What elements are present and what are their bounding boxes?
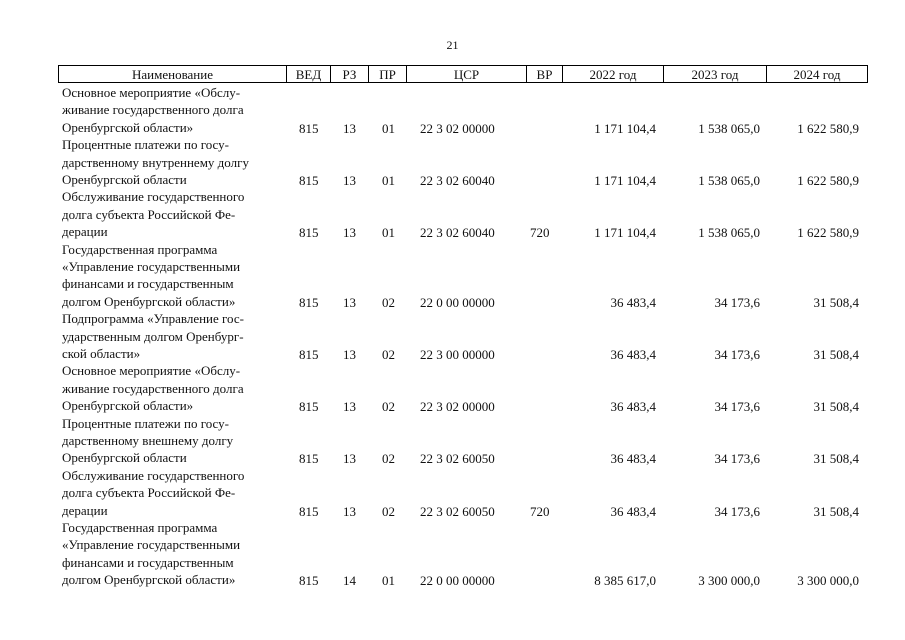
row-rz: 13	[343, 346, 356, 362]
row-pr: 01	[382, 172, 395, 188]
row-2024: 31 508,4	[813, 399, 859, 415]
row-2024: 31 508,4	[813, 451, 859, 467]
row-name	[62, 519, 284, 589]
row-name-line: живание государственного долга	[62, 380, 244, 396]
table-row	[0, 241, 905, 311]
row-ved: 815	[299, 451, 319, 467]
row-pr: 02	[382, 399, 395, 415]
row-name	[62, 467, 284, 519]
row-name-line: финансами и государственным	[62, 276, 234, 292]
row-csr: 22 0 00 00000	[420, 573, 495, 589]
row-name-line: Оренбургской области	[62, 450, 187, 466]
header-csr: ЦСР	[407, 66, 527, 82]
row-name-line: долга субъекта Российской Фе-	[62, 206, 236, 222]
row-csr: 22 3 02 00000	[420, 399, 495, 415]
row-2024: 1 622 580,9	[797, 120, 859, 136]
row-vr: 720	[530, 225, 550, 241]
row-2024: 31 508,4	[813, 346, 859, 362]
row-csr: 22 3 02 60050	[420, 503, 495, 519]
header-2023: 2023 год	[664, 66, 767, 82]
row-ved: 815	[299, 294, 319, 310]
table-row	[0, 310, 905, 362]
row-name-line: Основное мероприятие «Обслу-	[62, 363, 241, 379]
row-name-line: дарственному внутреннему долгу	[62, 154, 249, 170]
row-2023: 34 173,6	[714, 294, 760, 310]
row-name-line: Процентные платежи по госу-	[62, 415, 229, 431]
row-2024: 31 508,4	[813, 503, 859, 519]
row-rz: 13	[343, 225, 356, 241]
row-csr: 22 3 00 00000	[420, 346, 495, 362]
table-row	[0, 84, 905, 136]
row-2024: 1 622 580,9	[797, 225, 859, 241]
table-row	[0, 362, 905, 414]
table-row	[0, 519, 905, 589]
row-rz: 13	[343, 399, 356, 415]
row-name	[62, 310, 284, 362]
header-2024: 2024 год	[793, 67, 841, 82]
row-csr: 22 3 02 60040	[420, 172, 495, 188]
row-2022: 1 171 104,4	[594, 120, 656, 136]
header-rz: РЗ	[331, 66, 369, 82]
row-rz: 13	[343, 172, 356, 188]
row-2022: 1 171 104,4	[594, 225, 656, 241]
row-name-line: Оренбургской области»	[62, 398, 194, 414]
row-2023: 34 173,6	[714, 346, 760, 362]
row-rz: 13	[343, 451, 356, 467]
row-name	[62, 136, 284, 188]
row-name-line: «Управление государственными	[62, 259, 241, 274]
header-vr: ВР	[527, 66, 563, 82]
row-pr: 02	[382, 451, 395, 467]
row-name-line: Обслуживание государственного	[62, 189, 245, 205]
table-header	[58, 65, 868, 83]
row-pr: 01	[382, 120, 395, 136]
row-2024: 1 622 580,9	[797, 172, 859, 188]
row-2022: 36 483,4	[610, 451, 656, 467]
row-name	[62, 84, 284, 136]
row-2022: 8 385 617,0	[594, 573, 656, 589]
row-pr: 02	[382, 346, 395, 362]
row-ved: 815	[299, 399, 319, 415]
row-csr: 22 3 02 00000	[420, 120, 495, 136]
row-2022: 36 483,4	[610, 399, 656, 415]
row-ved: 815	[299, 346, 319, 362]
row-name-line: долгом Оренбургской области»	[62, 572, 236, 588]
header-ved: ВЕД	[287, 66, 331, 82]
row-rz: 13	[343, 503, 356, 519]
row-ved: 815	[299, 503, 319, 519]
row-name-line: Оренбургской области	[62, 172, 187, 187]
row-name-line: Подпрограмма «Управление гос-	[62, 311, 244, 327]
row-name-line: Обслуживание государственного	[62, 467, 245, 483]
row-ved: 815	[299, 573, 319, 589]
row-name-line: «Управление государственными	[62, 537, 241, 553]
row-ved: 815	[299, 120, 319, 136]
row-2023: 1 538 065,0	[698, 120, 760, 136]
row-name	[62, 241, 284, 311]
row-name-line: долгом Оренбургской области»	[62, 293, 236, 309]
row-name-line: дарственному внешнему долгу	[62, 433, 234, 448]
row-name-line: ударственным долгом Оренбург-	[62, 328, 244, 344]
row-2022: 1 171 104,4	[594, 172, 656, 188]
row-2022: 36 483,4	[610, 503, 656, 519]
header-pr: ПР	[369, 66, 407, 82]
row-ved: 815	[299, 172, 319, 188]
row-2023: 3 300 000,0	[698, 573, 760, 589]
row-2023: 1 538 065,0	[698, 172, 760, 188]
table-row	[0, 415, 905, 467]
row-rz: 14	[343, 573, 356, 589]
row-rz: 13	[343, 120, 356, 136]
row-pr: 02	[382, 294, 395, 310]
table-row	[0, 467, 905, 519]
row-name-line: долга субъекта Российской Фе-	[62, 485, 236, 501]
row-2023: 34 173,6	[714, 399, 760, 415]
row-name-line: финансами и государственным	[62, 554, 234, 570]
row-vr: 720	[530, 503, 550, 519]
row-pr: 01	[382, 573, 395, 589]
row-csr: 22 3 02 60050	[420, 451, 495, 467]
header-name: Наименование	[59, 66, 287, 82]
row-name-line: Основное мероприятие «Обслу-	[62, 85, 241, 100]
row-name-line: дерации	[62, 502, 108, 518]
row-2023: 1 538 065,0	[698, 225, 760, 241]
row-name-line: Процентные платежи по госу-	[62, 137, 229, 153]
row-ved: 815	[299, 225, 319, 241]
table-row	[0, 188, 905, 240]
row-csr: 22 3 02 60040	[420, 225, 495, 241]
table-row	[0, 136, 905, 188]
row-2023: 34 173,6	[714, 451, 760, 467]
row-name	[62, 415, 284, 467]
row-name	[62, 188, 284, 240]
row-2022: 36 483,4	[610, 346, 656, 362]
header-2022: 2022 год	[563, 66, 664, 82]
row-2023: 34 173,6	[714, 503, 760, 519]
page-number: 21	[446, 38, 459, 52]
row-2024: 31 508,4	[813, 294, 859, 310]
row-name-line: Государственная программа	[62, 520, 218, 535]
row-name-line: ской области»	[62, 346, 141, 361]
row-rz: 13	[343, 294, 356, 310]
row-pr: 02	[382, 503, 395, 519]
row-name-line: Оренбургской области»	[62, 119, 194, 135]
row-2024: 3 300 000,0	[797, 573, 859, 589]
row-name-line: дерации	[62, 224, 108, 240]
row-csr: 22 0 00 00000	[420, 294, 495, 310]
row-name	[62, 362, 284, 414]
row-name-line: Государственная программа	[62, 241, 218, 257]
row-pr: 01	[382, 225, 395, 241]
row-name-line: живание государственного долга	[62, 102, 244, 118]
row-2022: 36 483,4	[610, 294, 656, 310]
